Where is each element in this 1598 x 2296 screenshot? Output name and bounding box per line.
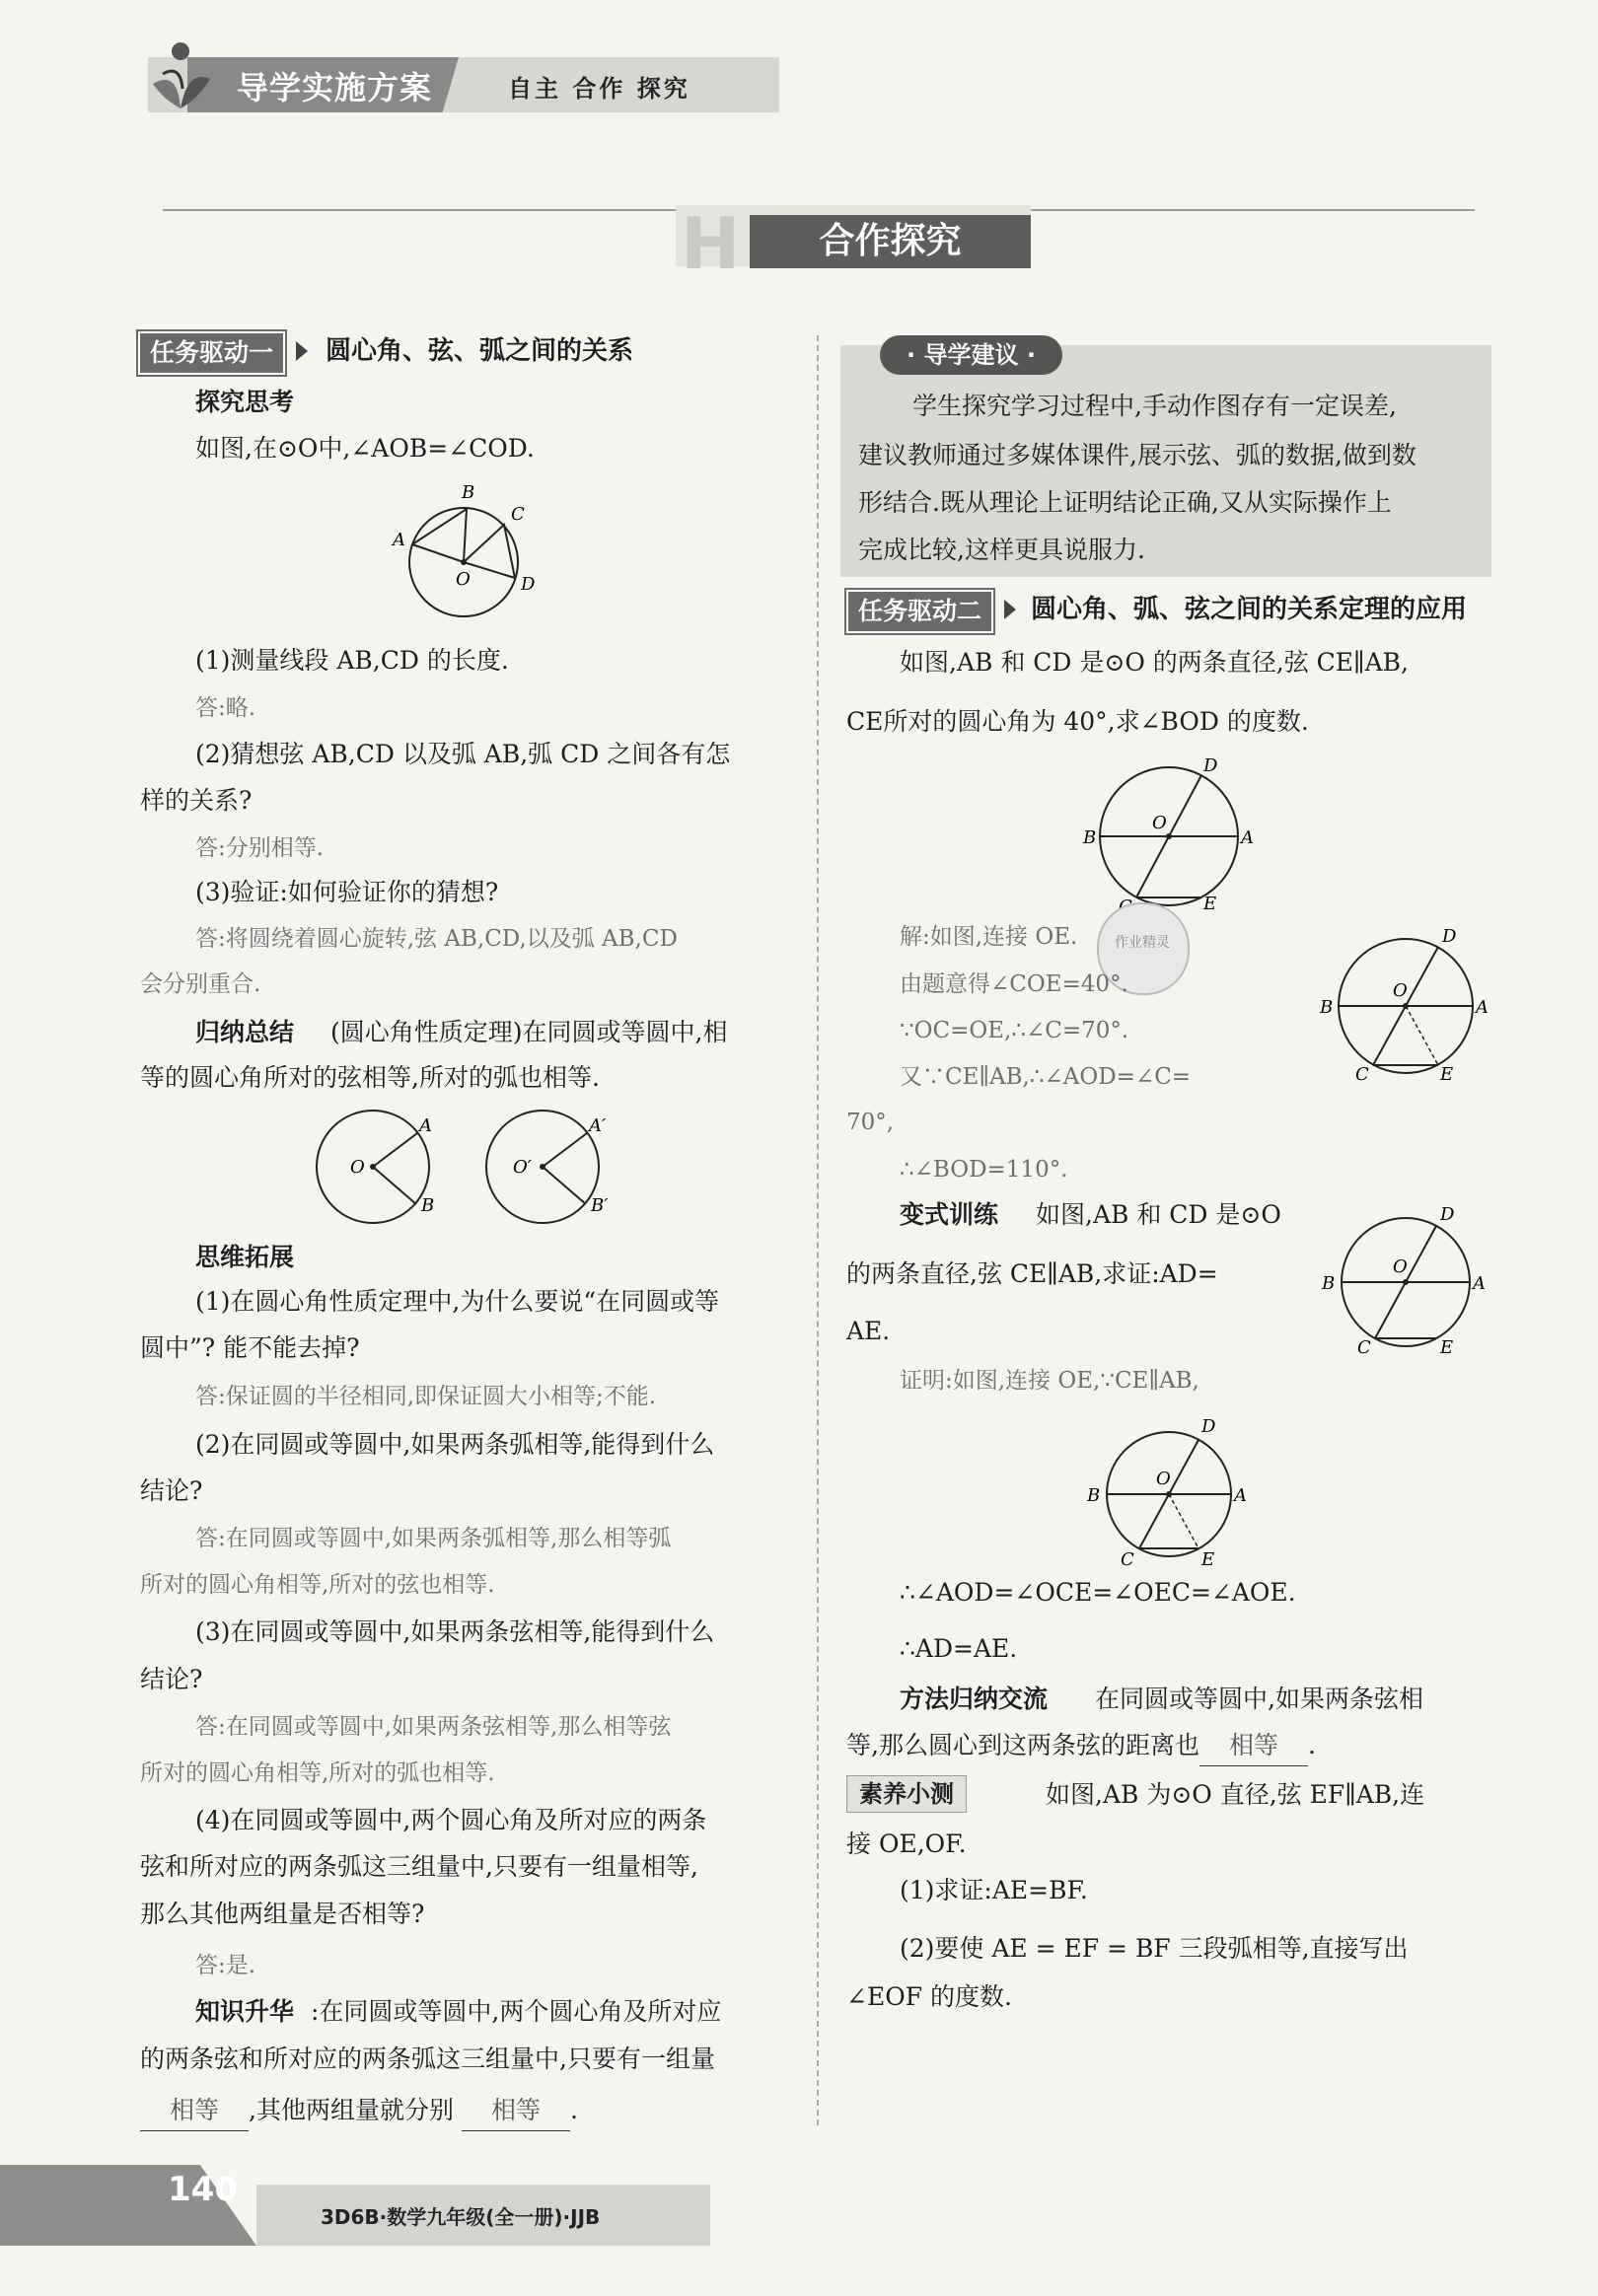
task2-title: 圆心角、弧、弦之间的关系定理的应用 <box>1031 595 1468 624</box>
proof-line1: 证明:如图,连接 OE,∵CE∥AB, <box>900 1368 1199 1394</box>
fig5-label-a: A <box>1473 1273 1486 1294</box>
problem-line1: 如图,AB 和 CD 是⊙O 的两条直径,弦 CE∥AB, <box>900 648 1409 677</box>
guide-tag: · 导学建议 · <box>880 335 1062 375</box>
fig2-label-a: A <box>419 1115 432 1136</box>
task1-arrow-icon <box>296 341 308 361</box>
fig5-label-e: E <box>1440 1337 1454 1358</box>
task2-tag: 任务驱动二 <box>846 590 993 633</box>
variant-heading: 变式训练 <box>900 1200 999 1229</box>
book-info: 3D6B·数学九年级(全一册)·JJB <box>321 2205 601 2229</box>
column-divider <box>817 335 819 2125</box>
guide-line2: 建议教师通过多媒体课件,展示弦、弧的数据,做到数 <box>858 441 1416 469</box>
extend-a1: 答:保证圆的半径相同,即保证圆大小相等;不能. <box>195 1384 657 1409</box>
extend-q1-line2: 圆中”? 能不能去掉? <box>140 1333 360 1362</box>
quiz-line1: 如图,AB 为⊙O 直径,弦 EF∥AB,连 <box>1046 1780 1425 1809</box>
fig5-label-o: O <box>1393 1256 1408 1277</box>
method-line2 <box>846 1726 1316 1766</box>
question-1: (1)测量线段 AB,CD 的长度. <box>195 646 509 675</box>
figure-proof <box>1075 1410 1263 1573</box>
variant-line2: 的两条直径,弦 CE∥AB,求证:AD= <box>846 1259 1218 1288</box>
fig5-label-b: B <box>1322 1273 1336 1294</box>
extend-heading: 思维拓展 <box>195 1243 295 1271</box>
guide-line1: 学生探究学习过程中,手动作图存有一定误差, <box>912 392 1397 420</box>
fig6-label-a: A <box>1234 1485 1247 1506</box>
upgrade-blank-2[interactable]: 相等 <box>462 2091 570 2131</box>
fig4-label-o: O <box>1393 980 1408 1001</box>
fig6-label-e: E <box>1201 1549 1215 1570</box>
extend-a2-line2: 所对的圆心角相等,所对的弦也相等. <box>140 1572 495 1598</box>
extend-a2-line1: 答:在同圆或等圆中,如果两条弧相等,那么相等弧 <box>195 1526 672 1551</box>
fig4-label-d: D <box>1442 926 1457 947</box>
answer-3-line2: 会分别重合. <box>140 971 261 997</box>
header-subtitle: 自主 合作 探究 <box>508 75 690 103</box>
fig6-label-d: D <box>1201 1416 1216 1437</box>
upgrade-mid: ,其他两组量就分别 <box>249 2096 454 2124</box>
upgrade-line1: :在同圆或等圆中,两个圆心角及所对应 <box>311 1997 722 2026</box>
extend-a3-line2: 所对的圆心角相等,所对的弧也相等. <box>140 1760 495 1786</box>
extend-q4-line1: (4)在同圆或等圆中,两个圆心角及所对应的两条 <box>195 1806 707 1834</box>
upgrade-end: . <box>569 2096 578 2124</box>
guide-line4: 完成比较,这样更具说服力. <box>858 536 1145 564</box>
intro-text: 如图,在⊙O中,∠AOB=∠COD. <box>195 434 535 463</box>
quiz-question-1: (1)求证:AE=BF. <box>900 1876 1088 1904</box>
solution-line2: 由题意得∠COE=40°. <box>900 971 1128 997</box>
summary-line2: 等的圆心角所对的弦相等,所对的弧也相等. <box>140 1063 600 1092</box>
section-title: 合作探究 <box>750 215 1031 268</box>
fig3-label-a: A <box>1241 827 1254 848</box>
upgrade-blank-1[interactable]: 相等 <box>140 2091 249 2131</box>
summary-line1: (圆心角性质定理)在同圆或等圆中,相 <box>330 1018 728 1046</box>
solution-line5: 70°, <box>846 1110 895 1135</box>
guide-line3: 形结合.既从理论上证明结论正确,又从实际操作上 <box>858 488 1392 517</box>
extend-a4: 答:是. <box>195 1953 256 1978</box>
task1-title: 圆心角、弦、弧之间的关系 <box>326 336 634 366</box>
proof-line3: ∴AD=AE. <box>900 1634 1018 1663</box>
fig4-label-a: A <box>1476 997 1489 1018</box>
task1-tag: 任务驱动一 <box>138 331 285 375</box>
upgrade-heading: 知识升华 <box>195 1997 295 2026</box>
header-title: 导学实施方案 <box>237 69 433 107</box>
fig1-label-o: O <box>456 569 471 590</box>
fig3-label-b: B <box>1083 827 1097 848</box>
extend-q2-line2: 结论? <box>140 1476 203 1505</box>
fig5-label-c: C <box>1357 1337 1371 1358</box>
banner-letter: H <box>681 202 741 285</box>
question-2-line2: 样的关系? <box>140 786 253 815</box>
solution-line3: ∵OC=OE,∴∠C=70°. <box>900 1018 1129 1043</box>
stamp-text: 作业精灵 <box>1115 935 1170 951</box>
method-line1: 在同圆或等圆中,如果两条弦相 <box>1095 1685 1423 1713</box>
answer-3-line1: 答:将圆绕着圆心旋转,弦 AB,CD,以及弧 AB,CD <box>195 926 678 952</box>
extend-a3-line1: 答:在同圆或等圆中,如果两条弦相等,那么相等弦 <box>195 1714 672 1740</box>
question-2-line1: (2)猜想弦 AB,CD 以及弧 AB,弧 CD 之间各有怎 <box>195 740 731 768</box>
fig6-label-c: C <box>1121 1549 1134 1570</box>
fig3-label-e: E <box>1203 894 1217 914</box>
problem-line2: CE所对的圆心角为 40°,求∠BOD 的度数. <box>846 707 1309 736</box>
fig3-label-d: D <box>1203 755 1218 776</box>
quiz-question-2-line2: ∠EOF 的度数. <box>846 1982 1012 2011</box>
fig2-label-b-prime: B′ <box>591 1195 609 1216</box>
method-end: . <box>1307 1731 1316 1759</box>
fig4-label-e: E <box>1440 1064 1454 1085</box>
variant-line3: AE. <box>846 1317 891 1345</box>
task2-arrow-icon <box>1004 600 1016 619</box>
upgrade-line3 <box>140 2091 578 2131</box>
fig1-label-a: A <box>393 530 405 550</box>
method-heading: 方法归纳交流 <box>900 1685 1049 1713</box>
fig1-label-c: C <box>511 504 525 525</box>
answer-1: 答:略. <box>195 695 256 721</box>
fig4-label-b: B <box>1320 997 1334 1018</box>
quiz-line2: 接 OE,OF. <box>846 1830 967 1858</box>
fig5-label-d: D <box>1440 1204 1455 1225</box>
figure-problem <box>1075 750 1263 917</box>
extend-q1-line1: (1)在圆心角性质定理中,为什么要说“在同圆或等 <box>195 1287 720 1316</box>
extend-q4-line2: 弦和所对应的两条弧这三组量中,只要有一组量相等, <box>140 1852 698 1881</box>
extend-q2-line1: (2)在同圆或等圆中,如果两条弧相等,能得到什么 <box>195 1430 715 1459</box>
question-3: (3)验证:如何验证你的猜想? <box>195 878 499 906</box>
fig1-label-b: B <box>462 482 475 503</box>
solution-line4: 又∵CE∥AB,∴∠AOD=∠C= <box>900 1064 1192 1090</box>
figure-circle-aob-cod <box>375 473 552 621</box>
fig1-label-d: D <box>521 574 536 595</box>
fig2-label-a-prime: A′ <box>589 1115 607 1136</box>
extend-q4-line3: 那么其他两组量是否相等? <box>140 1900 425 1928</box>
page-number: 140 <box>168 2170 238 2209</box>
fig6-label-b: B <box>1087 1485 1101 1506</box>
extend-q3-line1: (3)在同圆或等圆中,如果两条弦相等,能得到什么 <box>195 1617 715 1646</box>
answer-2: 答:分别相等. <box>195 835 325 861</box>
solution-line1: 解:如图,连接 OE. <box>900 924 1078 950</box>
variant-line1: 如图,AB 和 CD 是⊙O <box>1036 1200 1281 1229</box>
fig2-label-b: B <box>421 1195 435 1216</box>
summary-heading: 归纳总结 <box>195 1018 295 1046</box>
figure-solution <box>1312 922 1499 1090</box>
figure-equal-circles <box>296 1100 621 1238</box>
figure-variant <box>1312 1198 1499 1361</box>
fig3-label-o: O <box>1152 813 1167 833</box>
method-blank[interactable]: 相等 <box>1199 1726 1308 1766</box>
solution-line6: ∴∠BOD=110°. <box>900 1157 1068 1183</box>
extend-q3-line2: 结论? <box>140 1665 203 1693</box>
logo-icon <box>133 30 222 118</box>
upgrade-line2: 的两条弦和所对应的两条弧这三组量中,只要有一组量 <box>140 2045 715 2073</box>
quiz-tag: 素养小测 <box>846 1775 967 1813</box>
fig2-label-o: O <box>350 1157 365 1178</box>
proof-line2: ∴∠AOD=∠OCE=∠OEC=∠AOE. <box>900 1578 1296 1607</box>
fig6-label-o: O <box>1156 1469 1171 1489</box>
fig2-label-o-prime: O′ <box>513 1157 532 1178</box>
fig4-label-c: C <box>1355 1064 1369 1085</box>
method-line2-text: 等,那么圆心到这两条弦的距离也 <box>846 1731 1199 1759</box>
quiz-question-2-line1: (2)要使 AE = EF = BF 三段弧相等,直接写出 <box>900 1934 1409 1963</box>
explore-heading: 探究思考 <box>195 388 295 416</box>
